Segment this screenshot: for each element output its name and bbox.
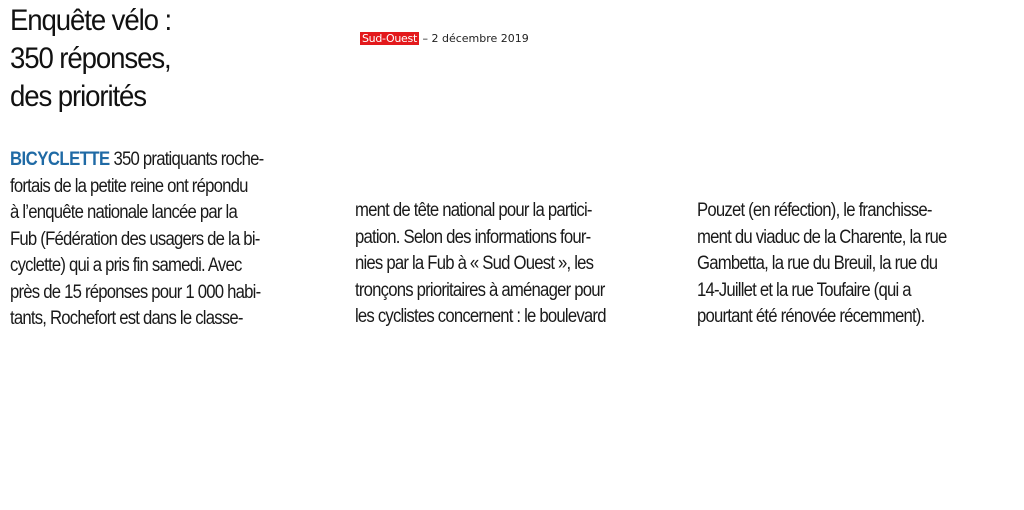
text-line: tronçons prioritaires à aménager pour [355,279,605,301]
article-headline [10,2,171,116]
text-line: Pouzet (en réfection), le franchisse- [697,200,932,221]
source-name: Sud-Ouest [362,32,417,45]
text-line [10,147,263,174]
text-line: pation. Selon des informations four- [355,226,591,248]
text-line: Gambetta, la rue du Breuil, la rue du [697,253,938,274]
text-column-3 [697,198,947,331]
text-line: nies par la Fub à « Sud Ouest », les [355,253,594,274]
text-line: ment de tête national pour la partici- [355,200,592,221]
text-line: Fub (Fédération des usagers de la bi- [10,228,260,250]
text-line: à l’enquête nationale lancée par la [10,202,237,223]
text-fragment: 350 pratiquants roche- [109,149,264,170]
text-line: 14-Juillet et la rue Toufaire (qui a [697,279,911,301]
publication-date: – 2 décembre 2019 [422,32,529,45]
headline-line: Enquête vélo : [10,4,172,37]
article-source [360,32,529,46]
text-line: pourtant été rénovée récemment). [697,306,925,327]
text-line: fortais de la petite reine ont répondu [10,175,248,197]
text-line: tants, Rochefort est dans le classe- [10,308,243,329]
text-line: près de 15 réponses pour 1 000 habi- [10,281,261,303]
headline-line: des priorités [10,80,146,113]
headline-line: 350 réponses, [10,42,171,75]
article-kicker: BICYCLETTE [10,149,110,170]
text-line: ment du viaduc de la Charente, la rue [697,226,947,248]
text-line: cyclette) qui a pris fin samedi. Avec [10,255,242,276]
text-column-2 [355,198,606,331]
text-column-1 [10,147,263,333]
text-line: les cyclistes concernent : le boulevard [355,306,606,327]
